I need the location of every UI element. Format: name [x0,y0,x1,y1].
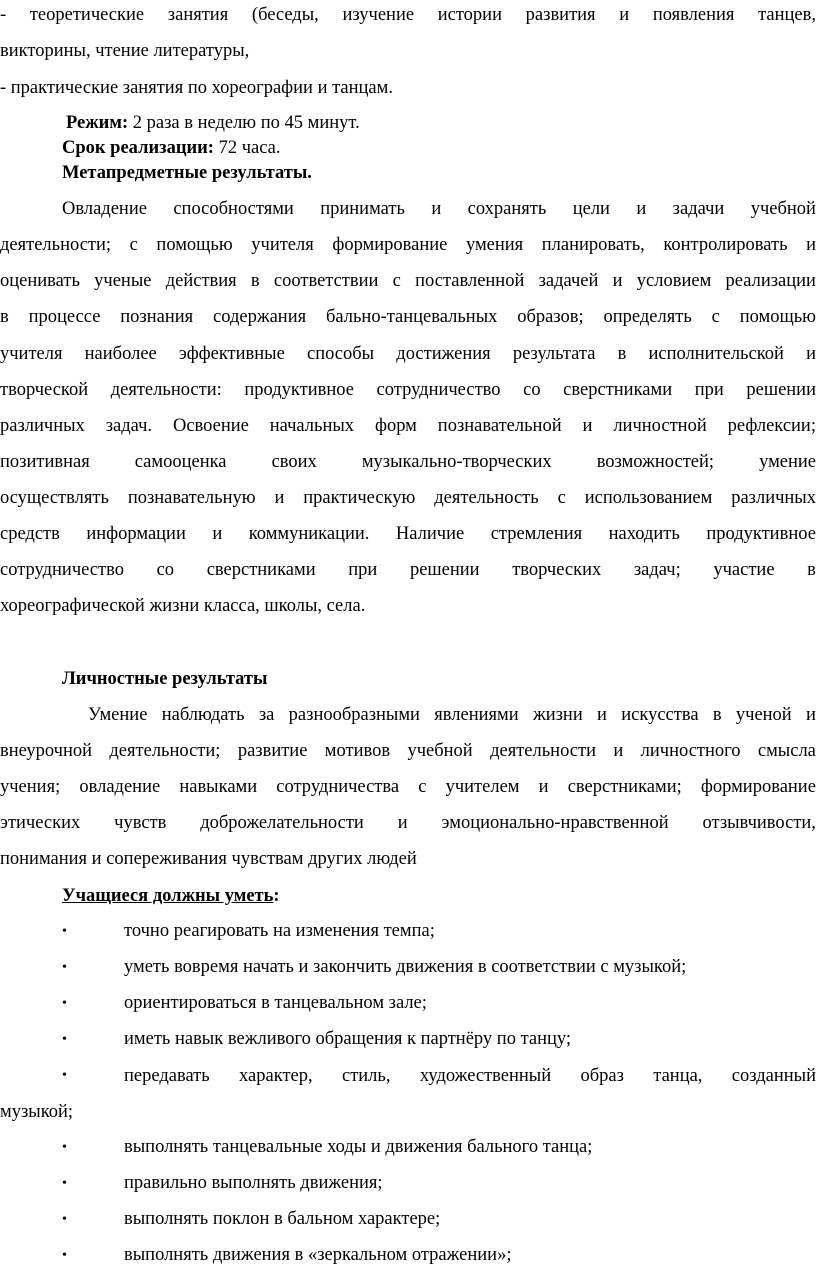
word: в [0,307,9,327]
meta-par-line-2 [0,234,816,256]
word: бально-танцевальных [325,307,498,327]
word: умение [759,452,816,472]
word: чувств [114,813,167,833]
word: продуктивное [706,524,816,544]
word: и [619,5,630,25]
bullet-icon: • [62,1032,67,1047]
word: и [582,416,593,436]
bullet-icon: • [62,1248,67,1263]
word: наиболее [84,344,157,364]
word: появления [652,5,735,25]
list-item-text: выполнять поклон в бальном характере; [124,1209,441,1229]
word: формирование [332,235,448,255]
word: исполнительской [648,344,784,364]
word: принимать [320,199,405,219]
word: помощью [156,235,233,255]
bullet-icon: • [62,1140,67,1155]
meta-par-line-7 [0,415,816,437]
word: личностного [640,741,741,761]
word: и [806,705,816,725]
word: сверстниками [206,560,316,580]
word: задачи [672,199,725,219]
word: сотрудничество [0,560,124,580]
bullet-icon: • [62,1176,67,1191]
word: и [274,488,285,508]
word: сверстниками; [567,777,682,797]
word: явлениями [434,705,519,725]
word: учебной [750,199,816,219]
word: эффективные [178,344,285,364]
skills-heading-text: Учащиеся должны уметь [62,886,274,906]
personal-line-3 [0,776,816,798]
list-item-text: выполнять движения в «зеркальном отражении»; [124,1245,512,1265]
word: умения [465,235,524,255]
word: решении [409,560,480,580]
word: занятия [167,5,229,25]
word: использованием [584,488,713,508]
word: достижения [396,344,491,364]
word: и [806,235,816,255]
word: эмоционально-нравственной [441,813,669,833]
word: осуществлять [0,488,109,508]
word: содержания [213,307,307,327]
word: деятельность [434,488,539,508]
word: творческих [512,560,602,580]
word: стремления [490,524,583,544]
word: и [806,344,816,364]
word: созданный [731,1066,816,1086]
word: и [397,813,408,833]
word: и [613,741,624,761]
meta-par-line-5 [0,343,816,365]
word: Овладение [62,199,147,219]
word: развитие [237,741,308,761]
bullet-icon: • [62,924,67,939]
word: способностями [173,199,294,219]
word: внеурочной [0,741,93,761]
word: начальных [269,416,355,436]
word: находить [608,524,680,544]
word: задачей [538,271,599,291]
list-item-text: правильно выполнять движения; [124,1173,383,1193]
word: деятельности; [109,741,221,761]
term-value: 72 часа. [213,138,281,158]
word: со [523,380,541,400]
word: возможностей; [596,452,715,472]
word: процессе [28,307,101,327]
word: условием [636,271,712,291]
word: познавательную [127,488,256,508]
word: в [250,271,260,291]
word: с [418,777,427,797]
personal-line-2 [0,740,816,762]
word: позитивная [0,452,90,472]
word: за [258,705,275,725]
word: с [711,307,720,327]
word: в [807,560,816,580]
word: учителя [0,344,63,364]
word: учителем [445,777,520,797]
word: танцев, [758,5,816,25]
word: овладение [79,777,161,797]
list-item-text: уметь вовремя начать и закончить движения в соответствии с музыкой; [124,957,687,977]
personal-results-heading: Личностные результаты [62,669,268,689]
word: рефлексии; [727,416,816,436]
term-label: Срок реализации: [62,138,214,158]
intro-line-1 [0,4,816,26]
word: и [612,271,623,291]
skills-heading [62,885,816,907]
word: цели [572,199,610,219]
list-item-text: ориентироваться в танцевальном зале; [124,993,427,1013]
word: помощью [739,307,816,327]
list-item-text: выполнять танцевальные ходы и движения бального танца; [124,1137,593,1157]
list-item-text: иметь навык вежливого обращения к партнёру по танцу; [124,1029,572,1049]
word: оценивать [0,271,80,291]
word: в [617,344,627,364]
word: мотивов [324,741,391,761]
word: деятельности: [110,380,222,400]
word: учебной [407,741,473,761]
word: Наличие [395,524,465,544]
word: средств [0,524,60,544]
meta-par-line-4 [0,306,816,328]
word: личностной [613,416,707,436]
bullet-icon: • [62,1068,67,1083]
word: информации [86,524,186,544]
word: художественный [419,1066,552,1086]
word: познавательной [437,416,562,436]
word: задач; [633,560,681,580]
meta-results-heading: Метапредметные результаты. [62,163,312,183]
word: и [597,705,607,725]
bullet-icon: • [62,996,67,1011]
word: навыками [179,777,258,797]
word: при [348,560,378,580]
word: в [712,705,722,725]
word: участие [713,560,775,580]
word: характер, [239,1066,313,1086]
word: ученой [735,705,792,725]
bullet-icon: • [62,960,67,975]
term-line [62,137,816,159]
personal-line-4 [0,812,816,834]
list-item-text [124,1065,816,1087]
meta-par-line-12: хореографической жизни класса, школы, села. [0,596,366,616]
word: со [156,560,175,580]
word: и [636,199,647,219]
word: танца, [653,1066,703,1086]
word: образ [580,1066,624,1086]
list-item-continuation: музыкой; [0,1102,74,1122]
word: при [694,380,724,400]
word: истории [437,5,502,25]
word: познания [120,307,194,327]
intro-line-3: - практические занятия по хореографии и танцам. [0,78,393,98]
word: своих [271,452,317,472]
word: музыкально-творческих [361,452,552,472]
word: с [557,488,566,508]
word: образов; [517,307,584,327]
word: способы [306,344,375,364]
word: соответствии [273,271,379,291]
meta-par-line-6 [0,379,816,401]
word: результата [512,344,596,364]
word: отзывчивости, [702,813,816,833]
meta-par-line-3 [0,270,816,292]
word: учителя [251,235,314,255]
mode-label: Режим: [66,113,129,133]
word: этических [0,813,81,833]
mode-line [66,112,816,134]
word: искусства [621,705,699,725]
word: планировать, [541,235,645,255]
word: задач. [105,416,153,436]
word: (беседы, [251,5,319,25]
word: контролировать [663,235,788,255]
word: определять [603,307,692,327]
word: различных [731,488,816,508]
bullet-icon: • [62,1212,67,1227]
word: самооценка [134,452,227,472]
word: деятельности; [0,235,112,255]
intro-line-2: викторины, чтение литературы, [0,41,250,61]
meta-par-line-9 [0,487,816,509]
word: жизни [532,705,583,725]
word: доброжелательности [200,813,364,833]
word: деятельности [490,741,596,761]
word: и [431,199,442,219]
word: с [392,271,401,291]
word: решении [746,380,816,400]
word: практическую [303,488,416,508]
word: с [129,235,138,255]
word: учения; [0,777,61,797]
word: ученые [94,271,152,291]
meta-par-line-11 [0,559,816,581]
word: форм [374,416,417,436]
word: действия [165,271,237,291]
skills-heading-colon: : [273,886,280,906]
personal-line-5: понимания и сопереживания чувствам других людей [0,849,417,869]
list-item-text: точно реагировать на изменения темпа; [124,921,435,941]
word: стиль, [341,1066,391,1086]
word: сохранять [467,199,547,219]
word: - [0,5,7,25]
word: и [212,524,223,544]
word: наблюдать [161,705,245,725]
mode-value: 2 раза в неделю по 45 минут. [128,113,360,133]
word: сверстниками [563,380,673,400]
word: Освоение [172,416,249,436]
word: и [538,777,549,797]
word: сотрудничество [376,380,501,400]
word: коммуникации. [248,524,370,544]
word: развития [525,5,596,25]
word: продуктивное [244,380,354,400]
word: изучение [342,5,415,25]
word: творческой [0,380,89,400]
word: формирование [700,777,816,797]
word: различных [0,416,85,436]
meta-par-line-10 [0,523,816,545]
meta-par-line-8 [0,451,816,473]
word: Умение [88,705,148,725]
word: сотрудничества [276,777,400,797]
word: теоретические [29,5,145,25]
word: разнообразными [288,705,420,725]
word: реализации [725,271,816,291]
word: смысла [757,741,816,761]
personal-line-1 [88,704,816,726]
word: передавать [124,1066,210,1086]
word: поставленной [415,271,525,291]
meta-par-line-1 [62,198,816,220]
